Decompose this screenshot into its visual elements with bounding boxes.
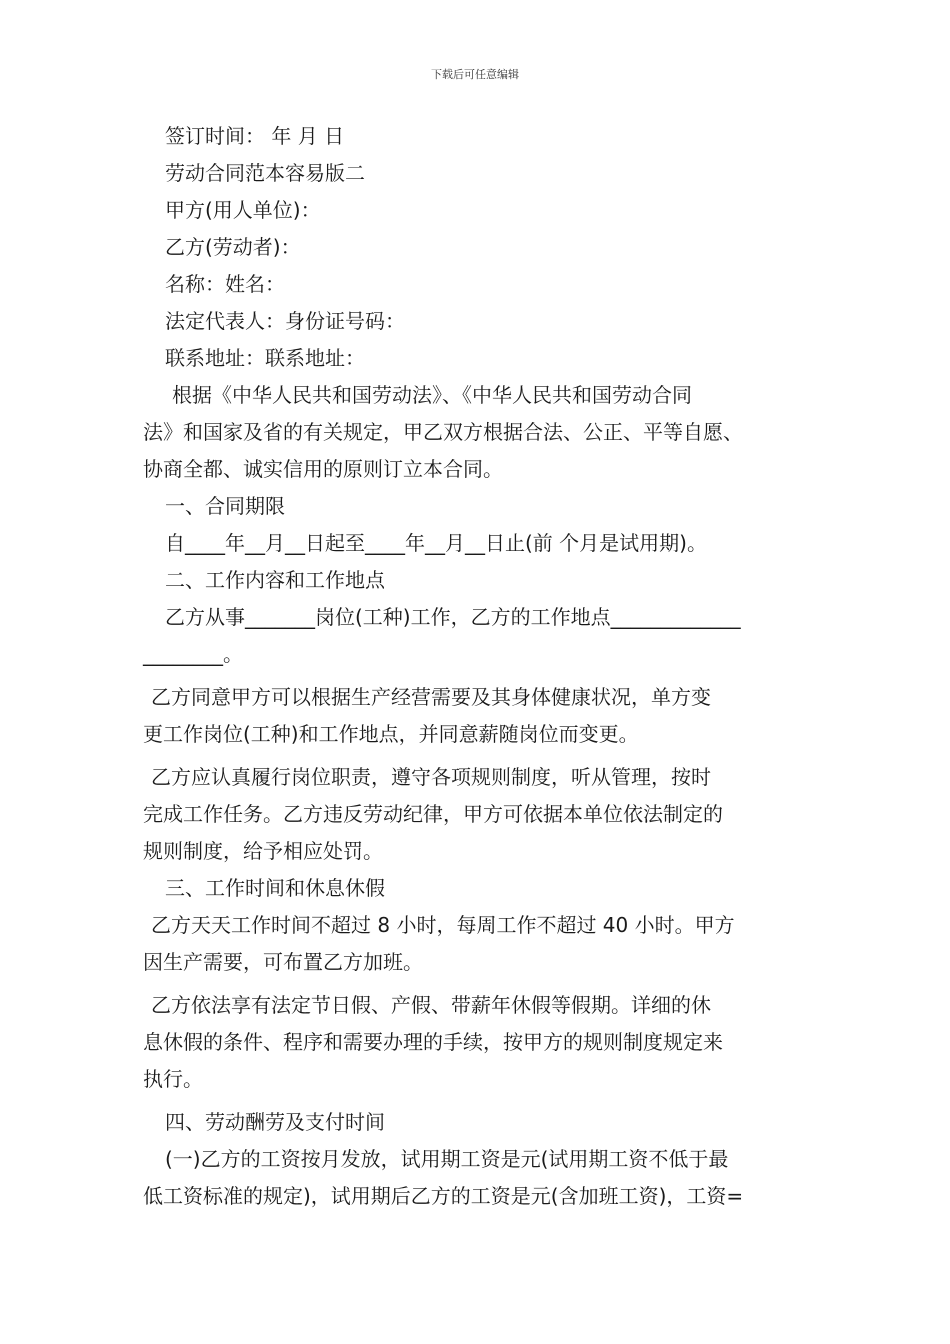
sign-date-line: 签订时间： 年 月 日 <box>165 124 345 148</box>
section-2-para-2-line-1: 乙方同意甲方可以根据生产经营需要及其身体健康状况，单方变 <box>151 685 711 709</box>
section-4-para-1-line-2: 低工资标准的规定)，试用期后乙方的工资是元(含加班工资)，工资= <box>143 1184 744 1208</box>
section-2-title: 二、工作内容和工作地点 <box>165 568 385 592</box>
section-2-line-1: 乙方从事_______岗位(工种)工作，乙方的工作地点_____________ <box>165 605 741 629</box>
address-line: 联系地址：联系地址： <box>165 346 365 370</box>
section-3-title: 三、工作时间和休息休假 <box>165 876 385 900</box>
section-2-para-3-line-2: 完成工作任务。乙方违反劳动纪律，甲方可依据本单位依法制定的 <box>143 802 723 826</box>
section-2-para-3-line-1: 乙方应认真履行岗位职责，遵守各项规则制度，听从管理，按时 <box>151 765 711 789</box>
section-4-para-1-line-1: (一)乙方的工资按月发放，试用期工资是元(试用期工资不低于最 <box>165 1147 729 1171</box>
section-2-line-2: ________。 <box>143 642 243 666</box>
page-header-note: 下载后可任意编辑 <box>431 68 519 81</box>
party-a-line: 甲方(用人单位)： <box>165 198 321 222</box>
section-4-title: 四、劳动酬劳及支付时间 <box>165 1110 385 1134</box>
section-3-para-1-line-1: 乙方天天工作时间不超过 8 小时，每周工作不超过 40 小时。甲方 <box>151 913 735 937</box>
name-line: 名称：姓名： <box>165 272 285 296</box>
section-3-para-2-line-3: 执行。 <box>143 1067 203 1091</box>
party-b-line: 乙方(劳动者)： <box>165 235 301 259</box>
legal-rep-line: 法定代表人：身份证号码： <box>165 309 405 333</box>
contract-document <box>143 118 810 1215</box>
intro-line-1: 根据《中华人民共和国劳动法》、《中华人民共和国劳动合同 <box>172 383 692 407</box>
section-1-title: 一、合同期限 <box>165 494 285 518</box>
intro-line-2: 法》和国家及省的有关规定，甲乙双方根据合法、公正、平等自愿、 <box>143 420 743 444</box>
contract-title: 劳动合同范本容易版二 <box>165 161 365 185</box>
section-1-text: 自____年__月__日起至____年__月__日止(前 个月是试用期)。 <box>165 531 707 555</box>
section-2-para-2-line-2: 更工作岗位(工种)和工作地点，并同意薪随岗位而变更。 <box>143 722 639 746</box>
section-2-para-3-line-3: 规则制度，给予相应处罚。 <box>143 839 383 863</box>
intro-line-3: 协商全都、诚实信用的原则订立本合同。 <box>143 457 503 481</box>
section-3-para-2-line-1: 乙方依法享有法定节日假、产假、带薪年休假等假期。详细的休 <box>151 993 711 1017</box>
section-3-para-2-line-2: 息休假的条件、程序和需要办理的手续，按甲方的规则制度规定来 <box>143 1030 723 1054</box>
section-3-para-1-line-2: 因生产需要，可布置乙方加班。 <box>143 950 423 974</box>
